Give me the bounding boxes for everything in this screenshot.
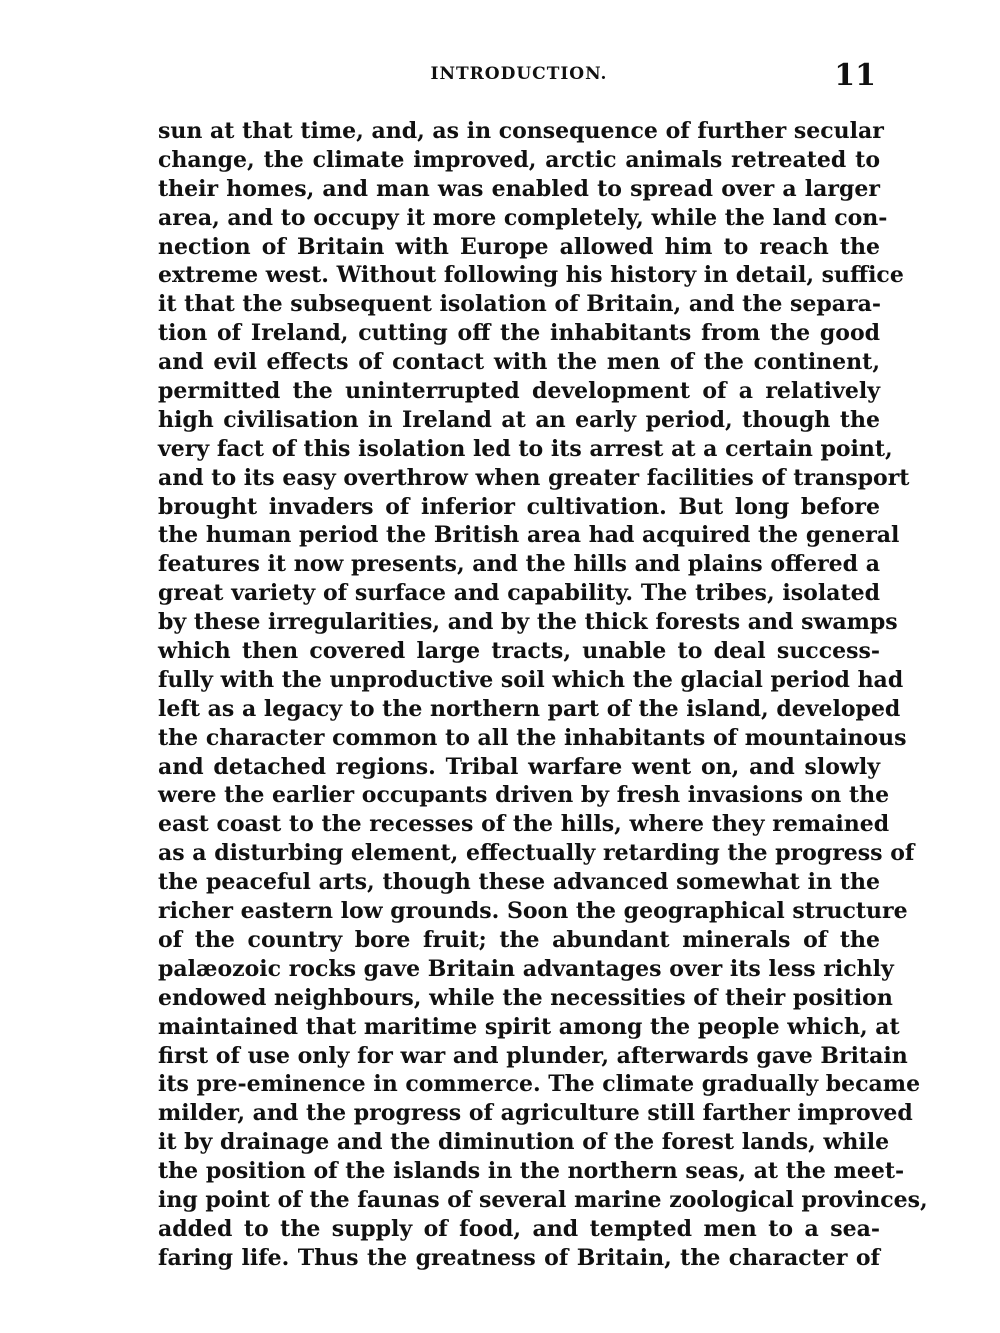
text-line: east coast to the recesses of the hills, where they remained (158, 811, 890, 838)
text-line: its pre-eminence in commerce. The climate gradually became (158, 1071, 921, 1098)
text-line: endowed neighbours, while the necessities of their position (158, 984, 893, 1011)
text-line: it that the subsequent isolation of Britain, and the separa- (158, 291, 881, 318)
text-line: area, and to occupy it more completely, while the land con- (158, 204, 888, 231)
text-line: high civilisation in Ireland at an early period, though the (158, 406, 880, 433)
text-line: and to its easy overthrow when greater facilities of transport (158, 464, 910, 491)
text-line: first of use only for war and plunder, afterwards gave Britain (158, 1042, 908, 1069)
text-line: their homes, and man was enabled to spread over a larger (158, 175, 880, 202)
text-line: nection of Britain with Europe allowed him to reach the (158, 233, 880, 260)
text-line: ing point of the faunas of several marine zoological provinces, (158, 1186, 928, 1213)
text-line: the human period the British area had acquired the general (158, 522, 900, 549)
text-line: and detached regions. Tribal warfare went on, and slowly (158, 753, 880, 780)
text-line: the peaceful arts, though these advanced somewhat in the (158, 869, 880, 896)
text-line: of the country bore fruit; the abundant minerals of the (158, 926, 880, 953)
text-line: faring life. Thus the greatness of Britain, the character of (158, 1244, 880, 1271)
text-line: sun at that time, and, as in consequence of further secular (158, 118, 884, 144)
text-line: fully with the unproductive soil which the glacial period had (158, 666, 904, 693)
body-text (158, 117, 928, 1273)
text-line: which then covered large tracts, unable to deal success- (158, 638, 880, 665)
text-line: were the earlier occupants driven by fresh invasions on the (158, 782, 890, 809)
text-line: tion of Ireland, cutting off the inhabitants from the good (158, 320, 880, 347)
text-line: milder, and the progress of agriculture still farther improved (158, 1100, 913, 1127)
text-line: added to the supply of food, and tempted men to a sea- (158, 1215, 880, 1242)
text-line: the character common to all the inhabitants of mountainous (158, 724, 907, 751)
text-line: great variety of surface and capability. The tribes, isolated (158, 580, 880, 607)
text-line: maintained that maritime spirit among the people which, at (158, 1013, 900, 1040)
page-number: 11 (834, 58, 876, 93)
text-line: permitted the uninterrupted development of a relatively (158, 378, 880, 405)
text-line: and evil effects of contact with the men of the continent, (158, 349, 880, 376)
text-line: extreme west. Without following his history in detail, suffice (158, 262, 904, 289)
text-line: the position of the islands in the northern seas, at the meet- (158, 1158, 905, 1185)
text-line: by these irregularities, and by the thick forests and swamps (158, 609, 898, 636)
text-line: richer eastern low grounds. Soon the geographical structure (158, 898, 908, 925)
text-line: very fact of this isolation led to its arrest at a certain point, (158, 435, 893, 462)
text-line: as a disturbing element, effectually retarding the progress of (158, 840, 915, 867)
text-line: change, the climate improved, arctic animals retreated to (158, 146, 880, 173)
text-line: it by drainage and the diminution of the forest lands, while (158, 1129, 890, 1156)
running-head (158, 58, 880, 92)
text-line: features it now presents, and the hills and plains offered a (158, 551, 880, 578)
text-line: left as a legacy to the northern part of the island, developed (158, 695, 901, 722)
text-line: brought invaders of inferior cultivation. But long before (158, 493, 880, 520)
running-title: INTRODUCTION. (430, 64, 608, 84)
text-line: palæozoic rocks gave Britain advantages over its less richly (158, 955, 894, 982)
